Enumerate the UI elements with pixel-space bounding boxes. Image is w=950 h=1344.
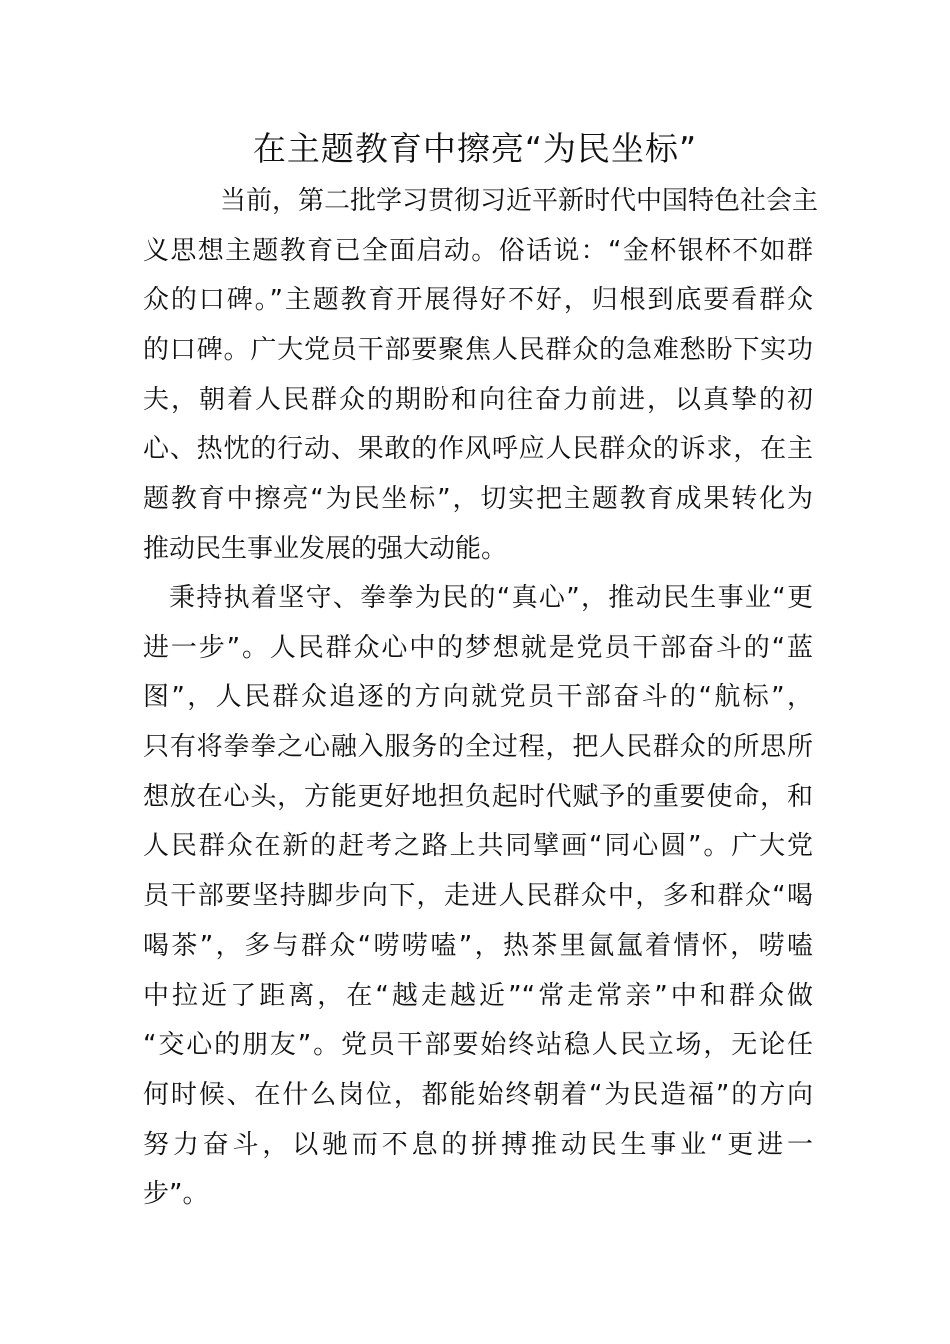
paragraph-line: 推动民生事业发展的强大动能。 — [143, 533, 508, 564]
paragraph-line: 夫，朝着人民群众的期盼和向往奋力前进，以真挚的初 — [143, 384, 813, 415]
paragraph-line: 义思想主题教育已全面启动。俗话说：“金杯银杯不如群 — [143, 235, 813, 266]
paragraph-1 — [143, 177, 819, 575]
paragraph-line: 努力奋斗，以驰而不息的拼搏推动民生事业“更进一 — [143, 1129, 813, 1160]
paragraph-line: 众的口碑。”主题教育开展得好不好，归根到底要看群众 — [143, 285, 813, 316]
paragraph-line: 的口碑。广大党员干部要聚焦人民群众的急难愁盼下实功 — [143, 335, 813, 366]
paragraph-line: 题教育中擦亮“为民坐标”，切实把主题教育成果转化为 — [143, 484, 813, 515]
paragraph-line: 何时候、在什么岗位，都能始终朝着“为民造福”的方向 — [143, 1079, 813, 1110]
paragraph-line: 图”，人民群众追逐的方向就党员干部奋斗的“航标”， — [143, 682, 813, 713]
paragraph-line: 人民群众在新的赶考之路上共同擘画“同心圆”。广大党 — [143, 831, 813, 862]
paragraph-line: 喝茶”，多与群众“唠唠嗑”，热茶里氤氲着情怀，唠嗑 — [143, 930, 813, 961]
paragraph-line: 员干部要坚持脚步向下，走进人民群众中，多和群众“喝 — [143, 881, 813, 912]
paragraph-2 — [143, 574, 813, 1220]
paragraph-line: “交心的朋友”。党员干部要始终站稳人民立场，无论任 — [143, 1030, 813, 1061]
paragraph-line: 只有将拳拳之心融入服务的全过程，把人民群众的所思所 — [143, 732, 813, 763]
paragraph-line: 想放在心头，方能更好地担负起时代赋予的重要使命，和 — [143, 781, 813, 812]
paragraph-line: 秉持执着坚守、拳拳为民的“真心”，推动民生事业“更 — [169, 583, 813, 613]
paragraph-line: 中拉近了距离，在“越走越近”“常走常亲”中和群众做 — [143, 980, 813, 1011]
paragraph-line: 进一步”。人民群众心中的梦想就是党员干部奋斗的“蓝 — [143, 632, 813, 663]
paragraph-line: 步”。 — [143, 1179, 209, 1210]
paragraph-line: 当前，第二批学习贯彻习近平新时代中国特色社会主 — [220, 186, 819, 216]
document-title: 在主题教育中擦亮“为民坐标” — [252, 129, 698, 168]
paragraph-line: 心、热忱的行动、果敢的作风呼应人民群众的诉求，在主 — [143, 434, 813, 465]
